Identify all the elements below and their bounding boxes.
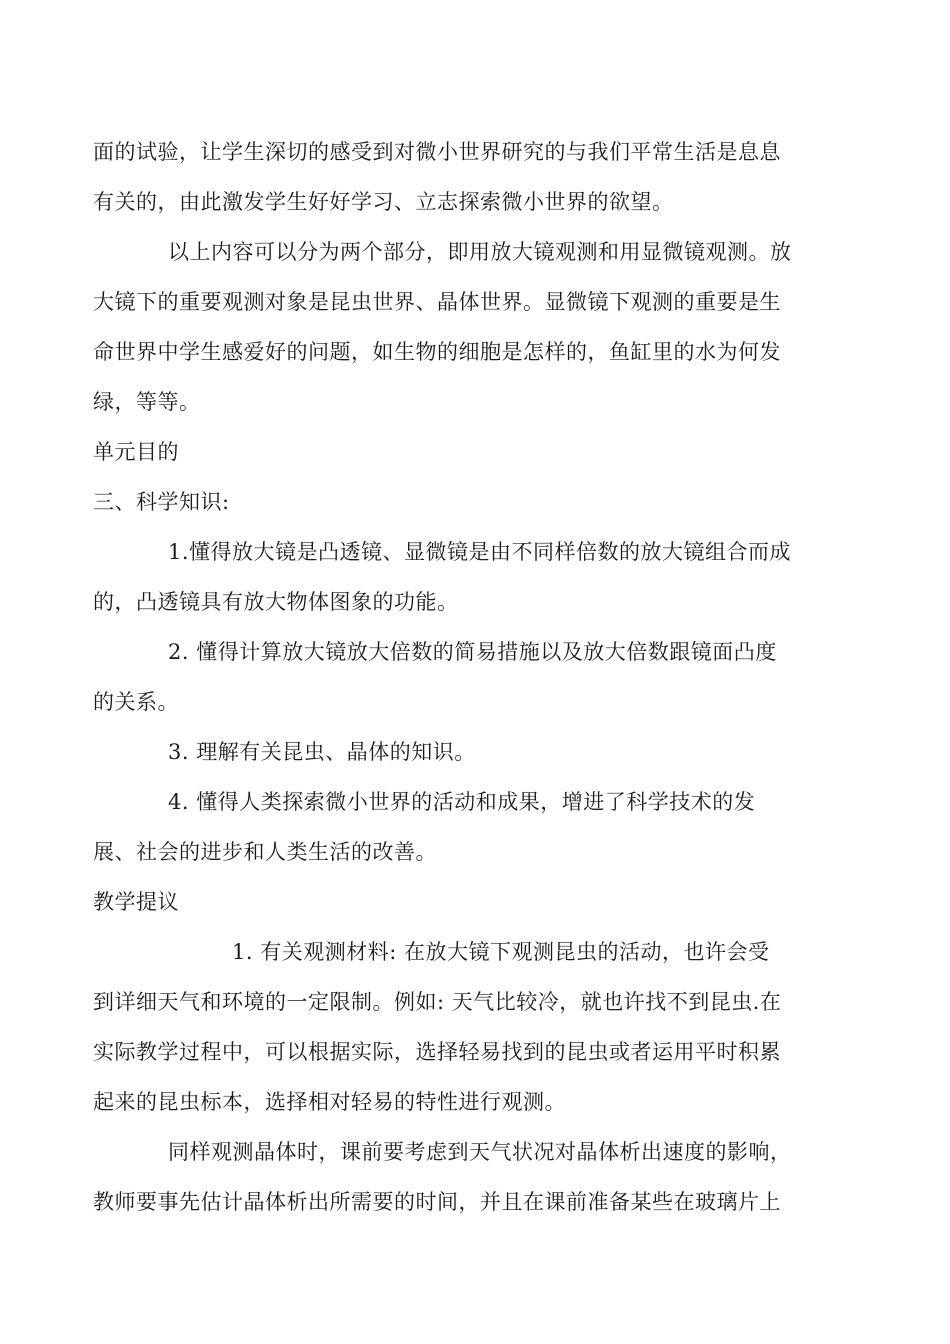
text-line: 的关系。 [93,690,179,714]
text-line: 2. 懂得计算放大镜放大倍数的简易措施以及放大倍数跟镜面凸度 [168,640,777,664]
text-line: 命世界中学生感爱好的问题，如生物的细胞是怎样的，鱼缸里的水为何发 [93,340,781,364]
section-heading: 三、科学知识: [93,490,230,514]
section-heading: 教学提议 [93,890,179,914]
text-line: 同样观测晶体时，课前要考虑到天气状况对晶体析出速度的影响， [168,1140,792,1164]
text-line: 大镜下的重要观测对象是昆虫世界、晶体世界。显微镜下观测的重要是生 [93,290,781,314]
text-line: 到详细天气和环境的一定限制。例如: 天气比较冷，就也许找不到昆虫.在 [93,990,782,1014]
text-line: 1. 有关观测材料: 在放大镜下观测昆虫的活动，也许会受 [232,940,770,964]
text-line: 3. 理解有关昆虫、晶体的知识。 [168,740,476,764]
text-line: 实际教学过程中，可以根据实际，选择轻易找到的昆虫或者运用平时积累 [93,1040,781,1064]
text-line: 绿，等等。 [93,390,201,414]
text-line: 的，凸透镜具有放大物体图象的功能。 [93,590,459,614]
text-line: 1.懂得放大镜是凸透镜、显微镜是由不同样倍数的放大镜组合而成 [168,540,792,564]
text-line: 有关的，由此激发学生好好学习、立志探索微小世界的欲望。 [93,190,674,214]
text-line: 展、社会的进步和人类生活的改善。 [93,840,437,864]
section-heading: 单元目的 [93,440,179,464]
text-line: 4. 懂得人类探索微小世界的活动和成果，增进了科学技术的发 [168,790,756,814]
text-line: 以上内容可以分为两个部分，即用放大镜观测和用显微镜观测。放 [168,240,792,264]
text-line: 面的试验，让学生深切的感受到对微小世界研究的与我们平常生活是息息 [93,140,781,164]
text-line: 教师要事先估计晶体析出所需要的时间，并且在课前准备某些在玻璃片上 [93,1190,781,1214]
text-line: 起来的昆虫标本，选择相对轻易的特性进行观测。 [93,1090,566,1114]
